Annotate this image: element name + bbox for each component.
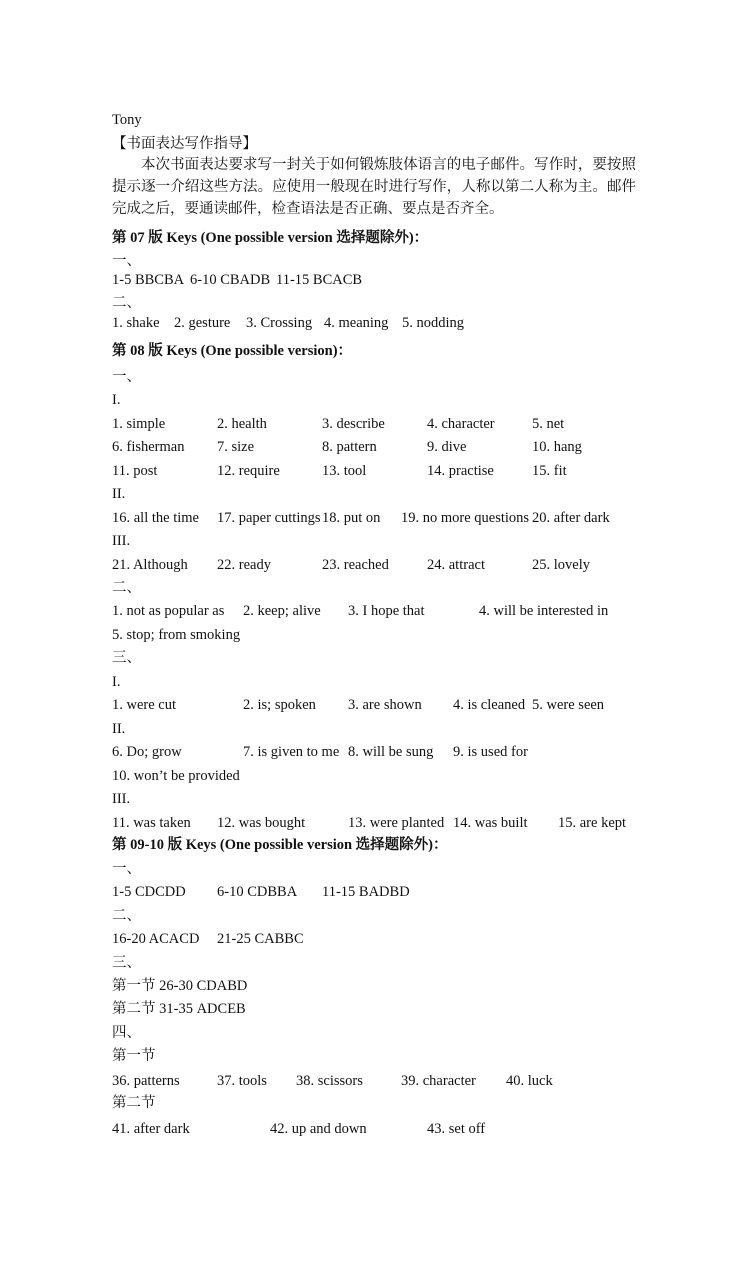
answer-cell: 39. character xyxy=(401,1073,476,1089)
v08-part3-ii-row-2: 10. won’t be provided xyxy=(112,768,240,784)
answer-cell: 21. Although xyxy=(112,557,188,573)
answer-cell: 22. ready xyxy=(217,557,271,573)
v07-part1-marker: 一、 xyxy=(112,253,141,269)
answer-cell: 9. is used for xyxy=(453,744,528,760)
v0910-part2-marker: 二、 xyxy=(112,908,141,924)
answer-cell: 1. not as popular as xyxy=(112,603,225,619)
answer-cell: 8. pattern xyxy=(322,439,377,455)
v08-section-ii: II. xyxy=(112,486,126,502)
answer-cell: 15. fit xyxy=(532,463,567,479)
answer-cell: 20. after dark xyxy=(532,510,610,526)
v0910-part3-row-2: 第二节 31-35 ADCEB xyxy=(112,1001,246,1017)
answer-cell: 1-5 CDCDD xyxy=(112,884,186,900)
answer-cell: 6-10 CDBBA xyxy=(217,884,298,900)
answer-cell: 7. size xyxy=(217,439,255,455)
answer-cell: 42. up and down xyxy=(270,1121,367,1137)
answer-cell: 6. fisherman xyxy=(112,439,185,455)
v0910-part1-marker: 一、 xyxy=(112,861,141,877)
answer-cell: 11. post xyxy=(112,463,158,479)
answer-cell: 3. I hope that xyxy=(348,603,425,619)
answer-cell: 5. were seen xyxy=(532,697,605,713)
v08-part1-marker: 一、 xyxy=(112,369,141,385)
answer-cell: 12. require xyxy=(217,463,280,479)
v08-part3-marker: 三、 xyxy=(112,650,141,666)
answer-cell: 7. is given to me xyxy=(243,744,340,760)
v0910-part3-marker: 三、 xyxy=(112,955,141,971)
author-name: Tony xyxy=(112,112,142,128)
v0910-part4-section-2: 第二节 xyxy=(112,1095,156,1111)
answer-cell: 36. patterns xyxy=(112,1073,180,1089)
v07-title: 第 07 版 Keys (One possible version 选择题除外)： xyxy=(112,230,429,246)
answer-cell: 38. scissors xyxy=(296,1073,363,1089)
answer-cell: 1. were cut xyxy=(112,697,177,713)
answer-cell: 43. set off xyxy=(427,1121,486,1137)
answer-cell: 40. luck xyxy=(506,1073,553,1089)
answer-cell: 16. all the time xyxy=(112,510,199,526)
answer-cell: 3. Crossing xyxy=(246,315,313,331)
answer-cell: 23. reached xyxy=(322,557,389,573)
writing-guide-paragraph: 本次书面表达要求写一封关于如何锻炼肢体语言的电子邮件。写作时，要按照提示逐一介绍这些方法。应使用一般现在时进行写作，人称以第二人称为主。邮件完成之后，要通读邮件，检查语法是否正确、要点是否齐全。 xyxy=(112,157,636,217)
answer-cell: 4. character xyxy=(427,416,495,432)
answer-cell: 6-10 CBADB xyxy=(190,272,271,288)
answer-cell: 16-20 ACACD xyxy=(112,931,200,947)
answer-cell: 41. after dark xyxy=(112,1121,190,1137)
answer-cell: 24. attract xyxy=(427,557,485,573)
answer-cell: 10. hang xyxy=(532,439,582,455)
v08-section-i: I. xyxy=(112,392,121,408)
answer-cell: 25. lovely xyxy=(532,557,590,573)
answer-cell: 3. are shown xyxy=(348,697,422,713)
answer-cell: 12. was bought xyxy=(217,815,306,831)
v08-part3-section-i: I. xyxy=(112,674,121,690)
answer-cell: 13. were planted xyxy=(348,815,445,831)
v08-part3-section-iii: III. xyxy=(112,791,131,807)
v0910-part4-section-1: 第一节 xyxy=(112,1048,156,1064)
v0910-title: 第 09-10 版 Keys (One possible version 选择题除外)： xyxy=(112,837,448,853)
answer-cell: 11-15 BCACB xyxy=(276,272,363,288)
v0910-part3-row-1: 第一节 26-30 CDABD xyxy=(112,978,248,994)
answer-cell: 37. tools xyxy=(217,1073,267,1089)
answer-cell: 13. tool xyxy=(322,463,367,479)
answer-cell: 8. will be sung xyxy=(348,744,434,760)
answer-cell: 17. paper cuttings xyxy=(217,510,321,526)
answer-cell: 2. gesture xyxy=(174,315,231,331)
answer-cell: 9. dive xyxy=(427,439,467,455)
answer-cell: 3. describe xyxy=(322,416,385,432)
v08-part3-section-ii: II. xyxy=(112,721,126,737)
answer-cell: 21-25 CABBC xyxy=(217,931,304,947)
v0910-part4-marker: 四、 xyxy=(112,1025,141,1041)
v08-part2-marker: 二、 xyxy=(112,580,141,596)
section-title-writing-guide: 【书面表达写作指导】 xyxy=(112,136,257,152)
answer-cell: 2. health xyxy=(217,416,267,432)
answer-cell: 11. was taken xyxy=(112,815,191,831)
answer-cell: 4. will be interested in xyxy=(479,603,609,619)
answer-cell: 4. is cleaned xyxy=(453,697,526,713)
answer-cell: 11-15 BADBD xyxy=(322,884,410,900)
answer-cell: 5. net xyxy=(532,416,565,432)
answer-cell: 2. is; spoken xyxy=(243,697,316,713)
answer-cell: 14. practise xyxy=(427,463,494,479)
answer-cell: 19. no more questions xyxy=(401,510,530,526)
answer-cell: 5. nodding xyxy=(402,315,465,331)
answer-cell: 14. was built xyxy=(453,815,528,831)
answer-cell: 6. Do; grow xyxy=(112,744,182,760)
answer-cell: 18. put on xyxy=(322,510,381,526)
v08-part2-row-2: 5. stop; from smoking xyxy=(112,627,241,643)
answer-cell: 2. keep; alive xyxy=(243,603,321,619)
v07-part2-marker: 二、 xyxy=(112,295,141,311)
v08-title: 第 08 版 Keys (One possible version)： xyxy=(112,343,353,359)
v08-section-iii: III. xyxy=(112,533,131,549)
answer-cell: 15. are kept xyxy=(558,815,627,831)
answer-cell: 1. simple xyxy=(112,416,166,432)
answer-cell: 4. meaning xyxy=(324,315,389,331)
answer-cell: 1-5 BBCBA xyxy=(112,272,185,288)
answer-cell: 1. shake xyxy=(112,315,160,331)
